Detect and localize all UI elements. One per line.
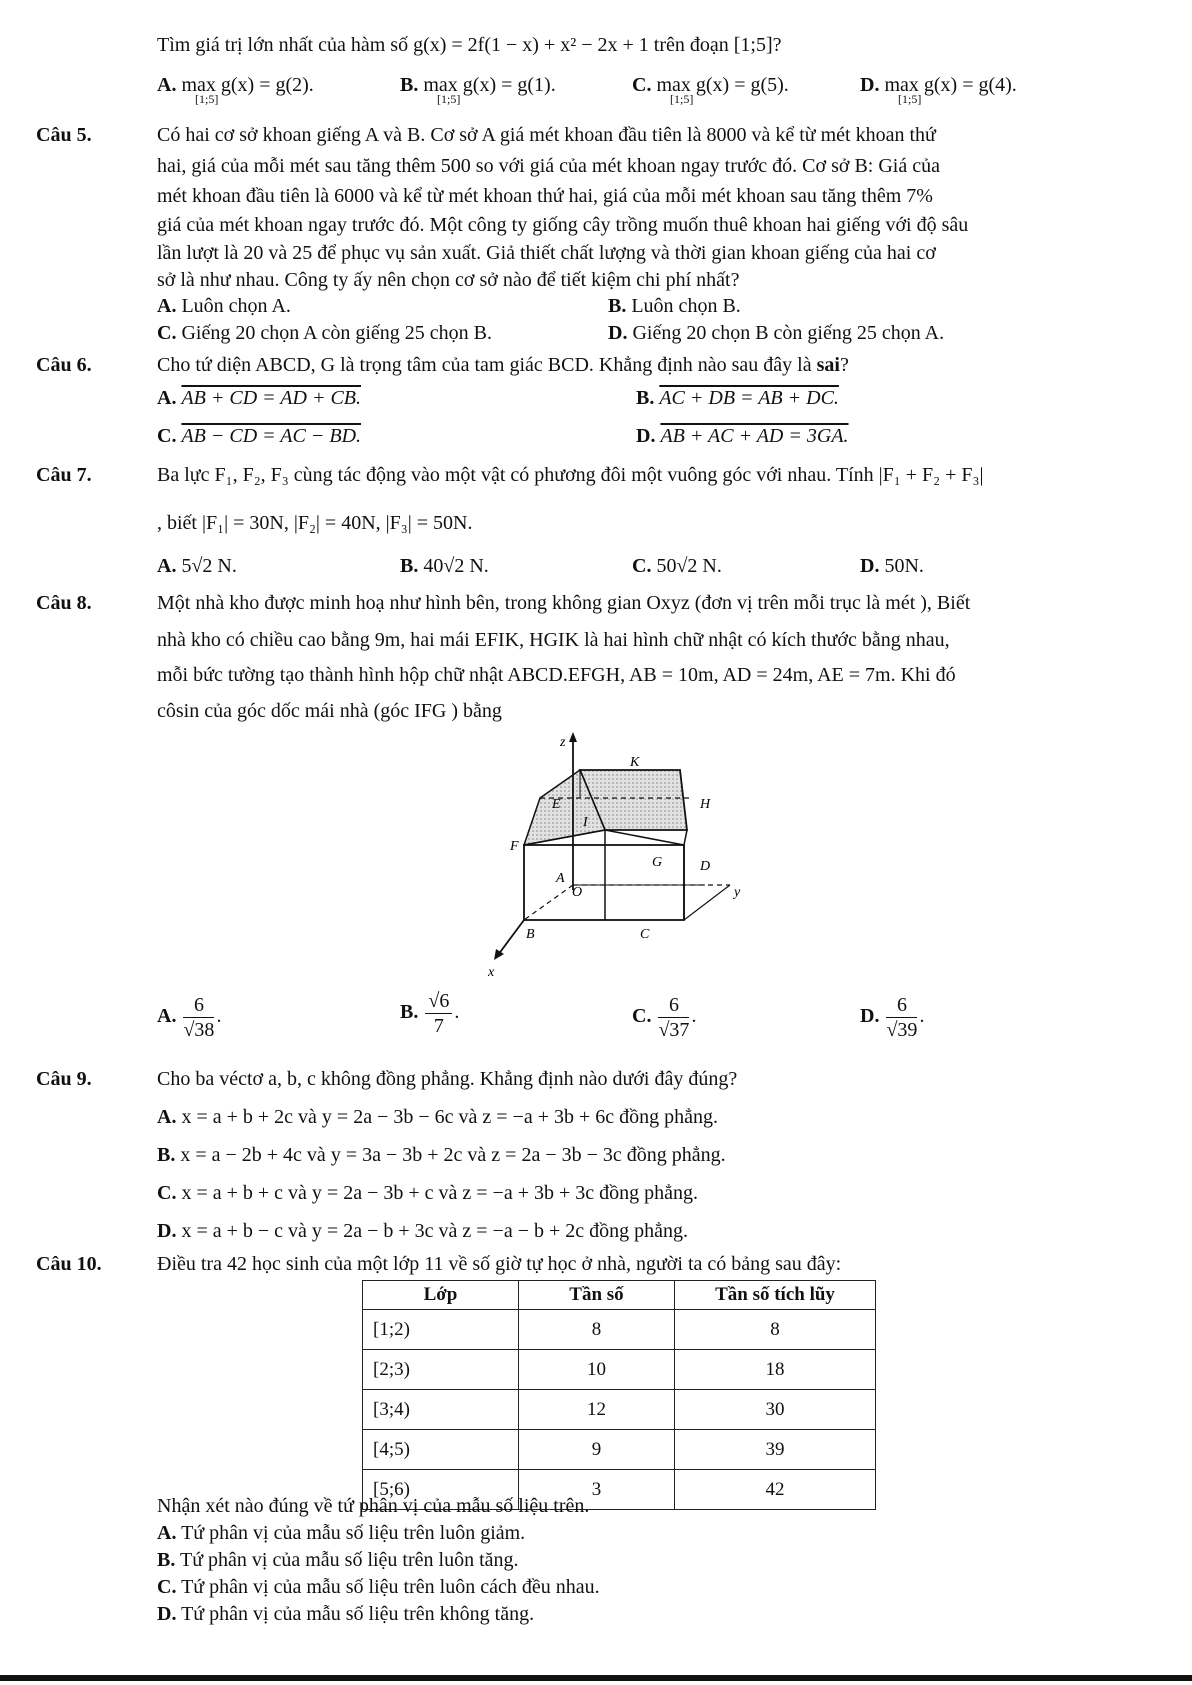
q7-option-c: C. 50√2 N. — [632, 555, 722, 577]
table-cell: 12 — [519, 1390, 675, 1430]
q6-stem: Cho tứ diện ABCD, G là trọng tâm của tam giác BCD. Khẳng định nào sau đây là sai? — [157, 354, 849, 376]
label-h: H — [700, 797, 711, 812]
q5-line-4: giá của mét khoan ngay trước đó. Một công ty giống cây trồng muốn thuê khoan hai giếng với độ sâu — [157, 214, 969, 236]
table-cell: 42 — [675, 1470, 876, 1510]
table-row — [363, 1390, 876, 1430]
q6-option-c: C. AB − CD = AC − BD. — [157, 425, 362, 447]
q9-stem: Cho ba véctơ a, b, c không đồng phẳng. Khẳng định nào dưới đây đúng? — [157, 1068, 738, 1090]
table-cell: 8 — [519, 1310, 675, 1350]
q10-option-c: C. Tứ phân vị của mẫu số liệu trên luôn cách đều nhau. — [157, 1576, 600, 1598]
q5-line-6: sở là như nhau. Công ty ấy nên chọn cơ sở nào để tiết kiệm chi phí nhất? — [157, 269, 740, 291]
label-z: z — [560, 735, 566, 750]
label-x: x — [488, 965, 495, 980]
q10-option-b: B. Tứ phân vị của mẫu số liệu trên luôn tăng. — [157, 1549, 519, 1571]
q8-line-1: Một nhà kho được minh hoạ như hình bên, trong không gian Oxyz (đơn vị trên mỗi trục là mét ), Biết — [157, 592, 971, 614]
table-row — [363, 1350, 876, 1390]
q8-number: Câu 8. — [36, 592, 92, 614]
warehouse-figure — [460, 730, 780, 985]
table-header: Tần số — [519, 1281, 675, 1310]
q5-option-c: C. Giếng 20 chọn A còn giếng 25 chọn B. — [157, 322, 492, 344]
table-cell: [5;6) — [363, 1470, 519, 1510]
table-cell: 18 — [675, 1350, 876, 1390]
table-cell: 3 — [519, 1470, 675, 1510]
q9-option-d: D. x = a + b − c và y = 2a − b + 3c và z = −a − b + 2c đồng phẳng. — [157, 1220, 689, 1242]
q5-option-b: B. Luôn chọn B. — [608, 295, 741, 317]
label-c: C — [640, 927, 650, 942]
table-header: Tần số tích lũy — [675, 1281, 876, 1310]
label-f: F — [510, 839, 519, 854]
q8-option-b: B. $\frac{√6}{7}$ . — [400, 989, 460, 1037]
q5-line-1: Có hai cơ sở khoan giếng A và B. Cơ sở A giá mét khoan đầu tiên là 8000 và kể từ mét khoan thứ — [157, 124, 936, 146]
table-row — [363, 1430, 876, 1470]
q4-sub-d: [1;5] — [898, 92, 922, 106]
q4-option-a: A. max g(x) = g(2). — [157, 74, 314, 96]
q7-option-a: A. 5√2 N. — [157, 555, 237, 577]
q4-sub-c: [1;5] — [670, 92, 694, 106]
q5-line-2: hai, giá của mỗi mét sau tăng thêm 500 so với giá của mét khoan ngay trước đó. Cơ sở B: Giá của — [157, 155, 940, 177]
label-o: O — [572, 885, 583, 900]
q6-option-b: B. AC + DB = AB + DC. — [636, 387, 839, 409]
q8-option-a: A. $\frac{6}{√38}$ . — [157, 993, 222, 1041]
q9-option-b: B. x = a − 2b + 4c và y = 3a − 3b + 2c và z = 2a − 3b − 3c đồng phẳng. — [157, 1144, 726, 1166]
label-d: D — [700, 859, 711, 874]
q10-number: Câu 10. — [36, 1253, 102, 1275]
q8-line-2: nhà kho có chiều cao bằng 9m, hai mái EFIK, HGIK là hai hình chữ nhật có kích thước bằng nhau, — [157, 629, 950, 651]
q7-line-1: Ba lực F₁, F₂, F₃ cùng tác động vào một vật có phương đôi một vuông góc với nhau. Tính |F₁ + F₂ + F₃| — [157, 464, 984, 486]
table-header-row — [363, 1281, 876, 1310]
q9-number: Câu 9. — [36, 1068, 92, 1090]
table-cell: [2;3) — [363, 1350, 519, 1390]
q5-number: Câu 5. — [36, 124, 92, 146]
q4-option-d: D. max g(x) = g(4). — [860, 74, 1017, 96]
q8-option-d: D. $\frac{6}{√39}$ . — [860, 993, 925, 1041]
q6-number: Câu 6. — [36, 354, 92, 376]
q6-option-a: A. AB + CD = AD + CB. — [157, 387, 362, 409]
q10-stem: Điều tra 42 học sinh của một lớp 11 về số giờ tự học ở nhà, người ta có bảng sau đây: — [157, 1253, 842, 1275]
q4-option-b: B. max g(x) = g(1). — [400, 74, 556, 96]
frequency-table — [362, 1280, 876, 1510]
label-a: A — [556, 871, 565, 886]
table-cell: 39 — [675, 1430, 876, 1470]
q4-option-c: C. max g(x) = g(5). — [632, 74, 789, 96]
table-cell: 9 — [519, 1430, 675, 1470]
q7-line-2: , biết |F₁| = 30N, |F₂| = 40N, |F₃| = 50N. — [157, 512, 473, 534]
q7-option-b: B. 40√2 N. — [400, 555, 489, 577]
q7-option-d: D. 50N. — [860, 555, 924, 577]
q5-option-d: D. Giếng 20 chọn B còn giếng 25 chọn A. — [608, 322, 945, 344]
q4-stem: Tìm giá trị lớn nhất của hàm số g(x) = 2f(1 − x) + x² − 2x + 1 trên đoạn [1;5]? — [157, 34, 782, 56]
q5-line-3: mét khoan đầu tiên là 6000 và kể từ mét khoan thứ hai, giá của mỗi mét khoan sau tăng thêm 7% — [157, 185, 933, 207]
table-row — [363, 1310, 876, 1350]
table-cell: 8 — [675, 1310, 876, 1350]
q9-option-a: A. x = a + b + 2c và y = 2a − 3b − 6c và z = −a + 3b + 6c đồng phẳng. — [157, 1106, 719, 1128]
q5-line-5: lần lượt là 20 và 25 để phục vụ sản xuất. Giả thiết chất lượng và thời gian khoan giếng của hai cơ — [157, 242, 936, 264]
q8-option-c: C. $\frac{6}{√37}$ . — [632, 993, 697, 1041]
table-cell: [3;4) — [363, 1390, 519, 1430]
q7-number: Câu 7. — [36, 464, 92, 486]
label-b: B — [526, 927, 535, 942]
label-k: K — [630, 755, 640, 770]
label-g: G — [652, 855, 663, 870]
q9-option-c: C. x = a + b + c và y = 2a − 3b + c và z = −a + 3b + 3c đồng phẳng. — [157, 1182, 699, 1204]
q8-line-4: côsin của góc dốc mái nhà (góc IFG ) bằng — [157, 700, 502, 722]
table-cell: 10 — [519, 1350, 675, 1390]
q8-line-3: mỗi bức tường tạo thành hình hộp chữ nhật ABCD.EFGH, AB = 10m, AD = 24m, AE = 7m. Khi đó — [157, 664, 956, 686]
q10-option-a: A. Tứ phân vị của mẫu số liệu trên luôn giảm. — [157, 1522, 526, 1544]
label-i: I — [583, 815, 588, 830]
table-cell: [4;5) — [363, 1430, 519, 1470]
page-bottom-rule — [0, 1675, 1192, 1681]
q6-option-d: D. AB + AC + AD = 3GA. — [636, 425, 849, 447]
table-header: Lớp — [363, 1281, 519, 1310]
label-y: y — [734, 885, 741, 900]
table-cell: 30 — [675, 1390, 876, 1430]
q5-option-a: A. Luôn chọn A. — [157, 295, 291, 317]
table-cell: [1;2) — [363, 1310, 519, 1350]
q4-sub-b: [1;5] — [437, 92, 461, 106]
q10-option-d: D. Tứ phân vị của mẫu số liệu trên không tăng. — [157, 1603, 535, 1625]
q10-question: Nhận xét nào đúng về tứ phân vị của mẫu số liệu trên. — [157, 1495, 590, 1517]
x-axis — [498, 920, 524, 955]
label-e: E — [552, 797, 561, 812]
q4-sub-a: [1;5] — [195, 92, 219, 106]
